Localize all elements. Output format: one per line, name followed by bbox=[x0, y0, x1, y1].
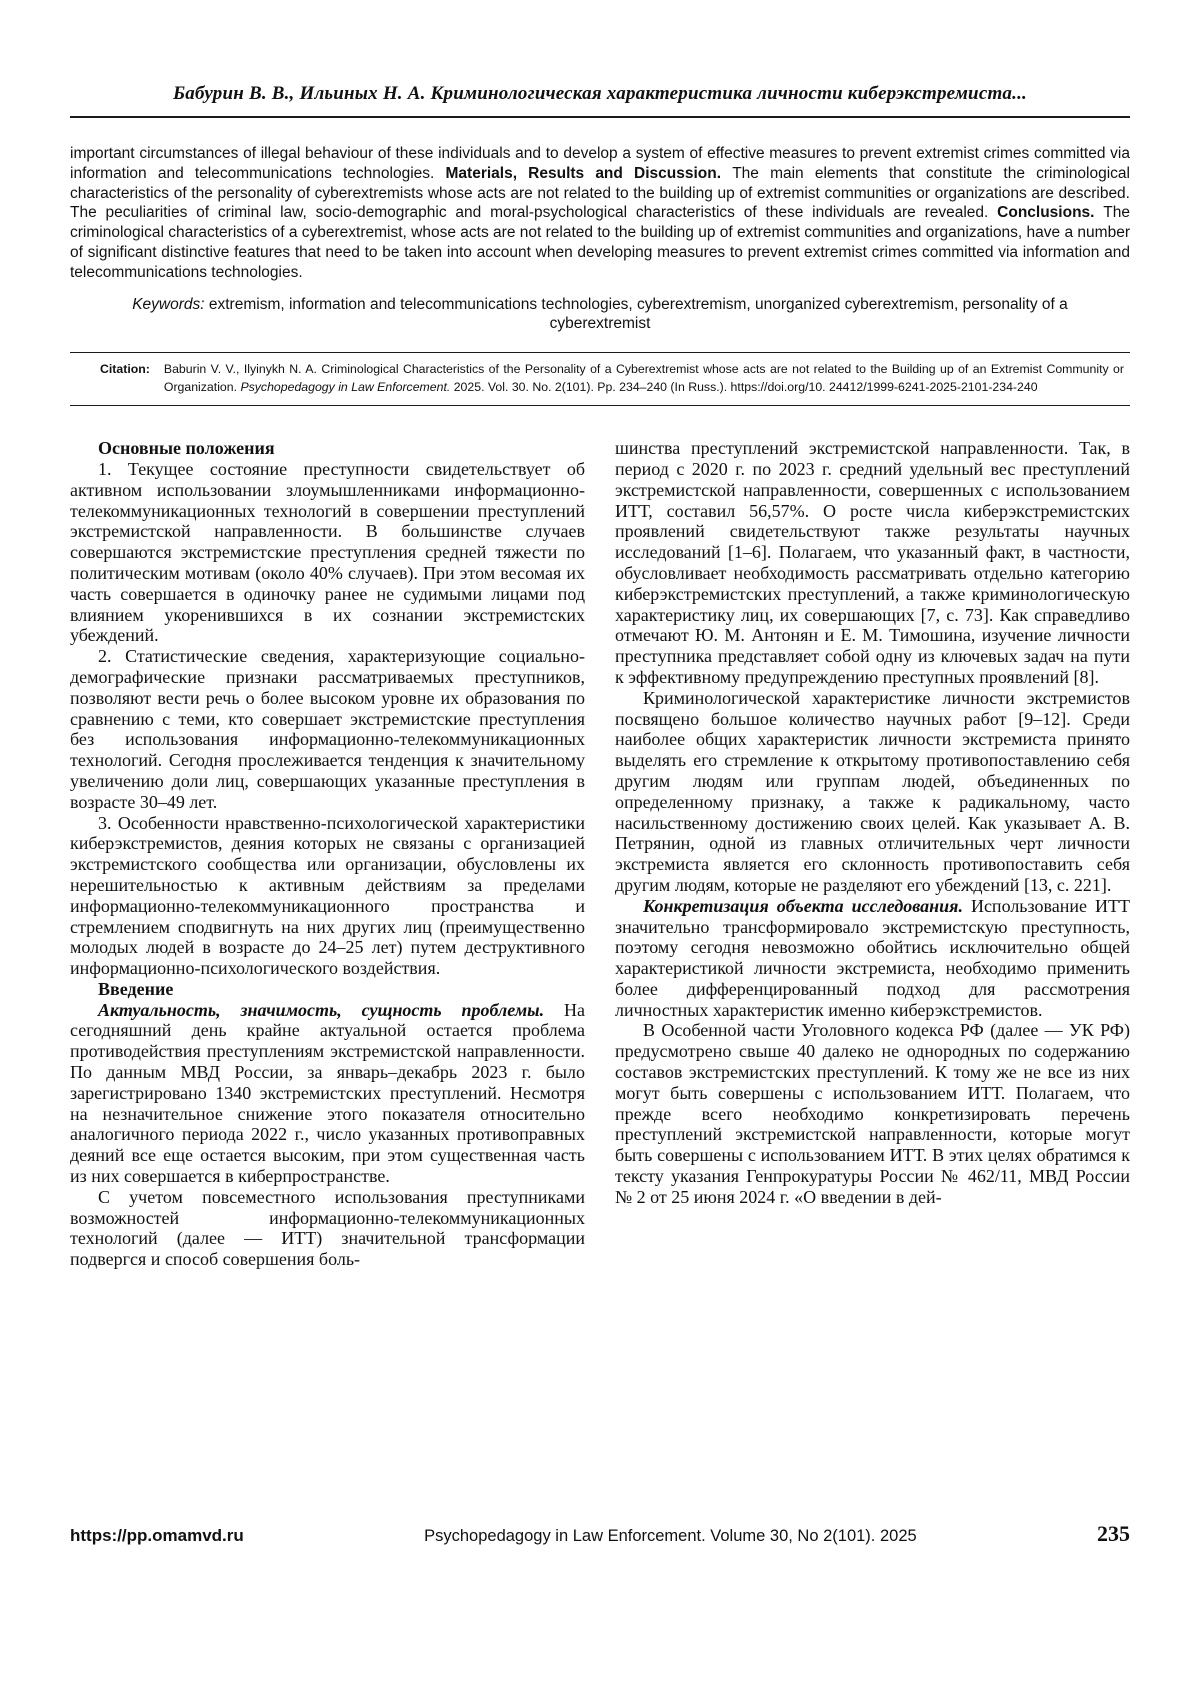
text-run: Конкретизация объекта исследования. bbox=[643, 895, 963, 916]
body-paragraph bbox=[70, 1000, 585, 1187]
column-right bbox=[615, 438, 1130, 1270]
text-run: Conclusions. bbox=[997, 204, 1104, 222]
text-run: С учетом повсеместного использования преступниками возможностей информационно-телекоммуникационных технологий (далее — ИТТ) значительной трансформации подвергся и способ совершения боль- bbox=[70, 1186, 585, 1270]
footer-journal-line: Psychopedagogy in Law Enforcement. Volume 30, No 2(101). 2025 bbox=[424, 1527, 917, 1545]
body-paragraph bbox=[70, 459, 585, 646]
text-run: The main elements that constitute the criminological characteristics of the personality of cyberextremists whose acts are not related to the building up of extremist communities or organizations are described. The peculiarities of criminal law, socio-demographic and moral-psychological characteristics of these individuals are revealed. bbox=[70, 164, 1130, 222]
body-paragraph bbox=[70, 646, 585, 812]
section-heading bbox=[70, 979, 585, 1000]
text-run: Baburin V. V., Ilyinykh N. A. Criminological Characteristics of the Personality of a Cyberextremist whose acts are not related to the Building up of an Extremist Community or Organization. bbox=[163, 362, 1124, 394]
text-run: Materials, Results and Discussion. bbox=[445, 164, 733, 182]
text-run: Keywords: bbox=[132, 295, 209, 313]
keywords-line bbox=[70, 295, 1130, 335]
body-paragraph bbox=[615, 896, 1130, 1021]
citation-block bbox=[70, 352, 1130, 406]
body-paragraph bbox=[615, 438, 1130, 688]
section-heading bbox=[70, 438, 585, 459]
abstract-text bbox=[70, 144, 1130, 283]
running-title: Бабурин В. В., Ильиных Н. А. Криминологическая характеристика личности киберэкстремиста... bbox=[173, 83, 1027, 104]
article-body bbox=[70, 438, 1130, 1270]
body-paragraph bbox=[70, 1187, 585, 1270]
body-paragraph bbox=[615, 688, 1130, 896]
text-run: Введение bbox=[98, 978, 174, 999]
text-run: 2. Статистические сведения, характеризующие социально-демографические признаки рассматриваемых преступников, позволяют вести речь о более высоком уровне их образования по сравнению с теми, кто совершает экстремистские преступления без использования информационно-телекоммуникационных технологий. Сегодня прослеживается тенденция к значительному увеличению доли лиц, совершающих указанные преступления в возрасте 30–49 лет. bbox=[70, 646, 585, 812]
text-run: 3. Особенности нравственно-психологической характеристики киберэкстремистов, деяния которых не связаны с организацией экстремистского сообщества или организации, обусловлены их нерешительностью к активным действиям за пределами информационно-телекоммуникационного пространства и стремлением сподвигнуть на них других лиц (преимущественно молодых людей в возрасте до 24–25 лет) путем деструктивного информационно-психологического воздействия. bbox=[70, 812, 585, 979]
text-run: 1. Текущее состояние преступности свидетельствует об активном использовании злоумышленниками информационно-телекоммуникационных технологий в совершении преступлений экстремистской направленности. В большинстве случаев совершаются экстремистские преступления средней тяжести по политическим мотивам (около 40% случаев). При этом весомая их часть совершается в одиночку ранее не судимыми лицами под влиянием укоренившихся в их сознании экстремистских убеждений. bbox=[70, 458, 585, 646]
text-run: The criminological characteristics of a cyberextremist, whose acts are not related to the building up of extremist communities and organizations, have a number of significant distinctive features that need to be taken into account when developing measures to prevent extremist crimes committed via information and telecommunications technologies. bbox=[70, 204, 1130, 281]
text-run: Основные положения bbox=[98, 438, 275, 459]
text-run: шинства преступлений экстремистской направленности. Так, в период с 2020 г. по 2023 г. средний удельный вес преступлений экстремистской направленности, совершенных с использованием ИТТ, составил 56,57%. О росте числа киберэкстремистских проявлений свидетельствуют также результаты научных исследований [1–6]. Полагаем, что указанный факт, в частности, обусловливает необходимость рассматривать отдельно категорию киберэкстремистских преступлений, а также криминологическую характеристику лиц, их совершающих [7, с. 73]. Как справедливо отмечают Ю. М. Антонян и Е. М. Тимошина, изучение личности преступника представляет собой одну из ключевых задач на пути к эффективному предупреждению преступных проявлений [8]. bbox=[615, 438, 1130, 687]
text-run: 2025. Vol. 30. No. 2(101). Pp. 234–240 (In Russ.). https://doi.org/10. 24412/1999-6241-2025-2101-234-240 bbox=[450, 379, 1038, 394]
header-rule bbox=[70, 116, 1130, 118]
text-run: На сегодняшний день крайне актуальной остается проблема противодействия преступлениям экстремистской направленности. По данным МВД России, за январь–декабрь 2023 г. было зарегистрировано 1340 экстремистских преступлений. Несмотря на незначительное снижение этого показателя относительно аналогичного периода 2022 г., число указанных противоправных деяний все еще остается высоким, при этом существенная часть из них совершается в киберпространстве. bbox=[70, 999, 585, 1187]
text-run: extremism, information and telecommunications technologies, cyberextremism, unorganized cyberextremism, personality of a cyberextremist bbox=[208, 295, 1068, 333]
text-run: Использование ИТТ значительно трансформировало экстремистскую преступность, поэтому сегодня невозможно обойтись исключительно общей характеристикой личности экстремиста, необходимо применить более дифференцированный подход для рассмотрения личностных характеристик именно киберэкстремистов. bbox=[615, 895, 1130, 1020]
text-run: Psychopedagogy in Law Enforcement. bbox=[240, 379, 451, 394]
citation-label: Citation: bbox=[100, 362, 150, 377]
text-run: important circumstances of illegal behaviour of these individuals and to develop a system of effective measures to prevent extremist crimes committed via information and telecommunications technologies. bbox=[70, 145, 1130, 182]
footer-url: https://pp.omamvd.ru bbox=[70, 1526, 244, 1545]
page-footer bbox=[70, 1521, 1130, 1547]
column-left bbox=[70, 438, 585, 1270]
body-paragraph bbox=[70, 813, 585, 979]
body-paragraph bbox=[615, 1020, 1130, 1207]
citation-text bbox=[164, 361, 1124, 396]
text-run: Криминологической характеристике личности экстремистов посвящено большое количество научных работ [9–12]. Среди наиболее общих характеристик личности экстремиста принято выделять его стремление к открытому противопоставлению себя другим людям или группам людей, объединенных по определенному признаку, а также к радикальному, часто насильственному достижению своих целей. Как указывает А. В. Петрянин, одной из главных отличительных черт личности экстремиста является его склонность противопоставить себя другим людям, которые не разделяют его убеждений [13, с. 221]. bbox=[615, 687, 1130, 895]
text-run: Актуальность, значимость, сущность проблемы. bbox=[98, 999, 545, 1020]
page-number: 235 bbox=[1097, 1521, 1130, 1546]
text-run: В Особенной части Уголовного кодекса РФ (далее — УК РФ) предусмотрено свыше 40 далеко не однородных по содержанию составов экстремистских преступлений. К тому же не все из них могут быть совершены с использованием ИТТ. Полагаем, что прежде всего необходимо конкретизировать перечень преступлений экстремистской направленности, которые могут быть совершены с использованием ИТТ. В этих целях обратимся к тексту указания Генпрокуратуры России № 462/11, МВД России № 2 от 25 июня 2024 г. «О введении в дей- bbox=[615, 1020, 1130, 1207]
